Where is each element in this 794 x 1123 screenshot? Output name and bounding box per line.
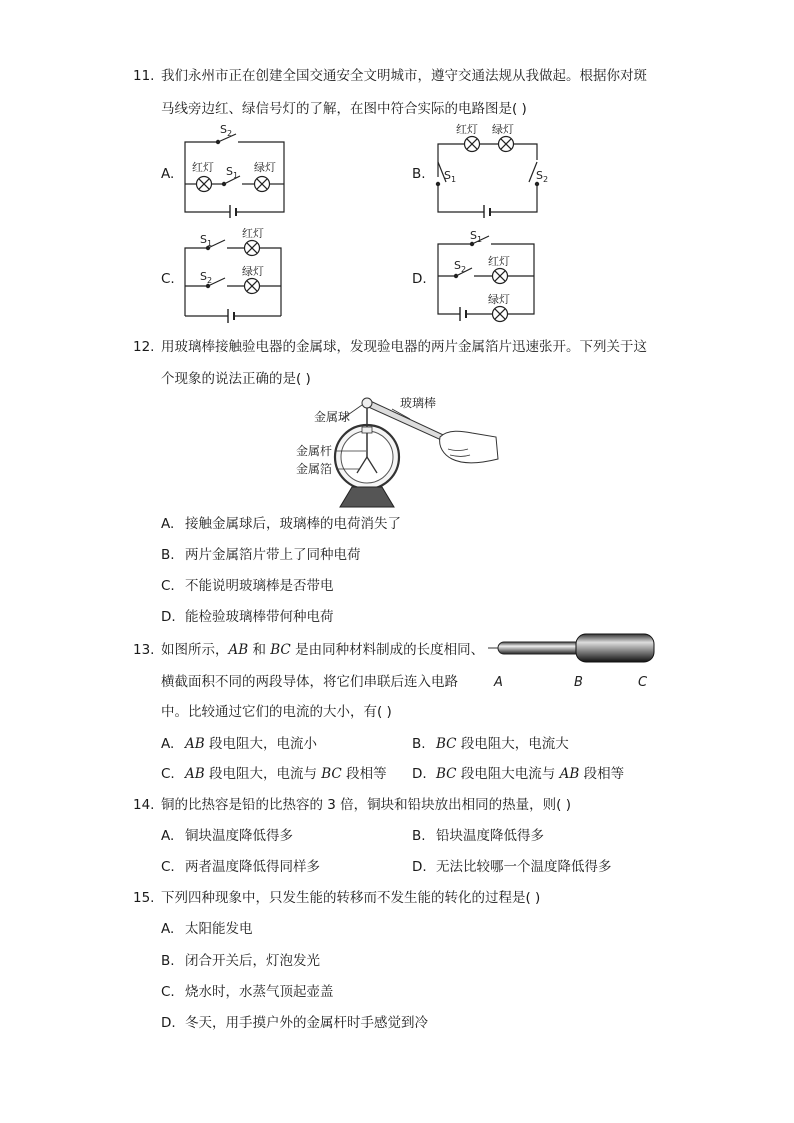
switch-s1-label: $S_1$ <box>470 229 483 244</box>
option-label: A. <box>161 516 175 532</box>
option-label: B. <box>161 953 175 969</box>
switch-s2-label: $S_2$ <box>454 259 467 274</box>
option-label: D. <box>161 609 176 625</box>
switch-s2-label: $S_2$ <box>536 169 549 184</box>
switch-s1-label: $S_1$ <box>226 165 239 180</box>
option-text: 不能说明玻璃棒是否带电 <box>185 578 334 594</box>
question-text: 中。比较通过它们的电流的大小，有( ) <box>161 704 392 720</box>
green-lamp-label: 绿灯 <box>242 265 264 278</box>
question-text: 如图所示，AB 和 BC 是由同种材料制成的长度相同、 <box>161 642 485 658</box>
switch-s2-label: $S_2$ <box>220 123 233 138</box>
option-a[interactable] <box>161 515 401 533</box>
option-label: B. <box>161 547 175 563</box>
red-lamp-label: 红灯 <box>192 161 214 174</box>
option-c[interactable] <box>161 983 334 1001</box>
option-d[interactable] <box>161 1014 428 1032</box>
green-lamp-label: 绿灯 <box>254 161 276 174</box>
option-label-c: C. <box>161 271 175 287</box>
circuit-diagram-d <box>432 228 544 328</box>
option-label: C. <box>161 766 175 782</box>
option-d[interactable] <box>161 608 334 626</box>
option-label: B. <box>412 736 426 752</box>
option-label: D. <box>161 1015 176 1031</box>
question-text: 用玻璃棒接触验电器的金属球，发现验电器的两片金属箔片迅速张开。下列关于这 <box>161 339 647 355</box>
circuit-diagram-b <box>432 122 554 218</box>
option-text: 能检验玻璃棒带何种电荷 <box>185 609 334 625</box>
hand-drawing <box>440 431 498 463</box>
option-label: D. <box>412 859 427 875</box>
switch-s1-label: $S_1$ <box>444 169 457 184</box>
option-b[interactable] <box>161 952 320 970</box>
option-label: D. <box>412 766 427 782</box>
question-number: 13. <box>133 642 155 658</box>
option-label: C. <box>161 578 175 594</box>
option-d[interactable]: D. BC 段电阻大电流与 AB 段相等 <box>412 766 625 782</box>
metal-foil-label: 金属箔 <box>296 462 333 476</box>
option-text: 两片金属箔片带上了同种电荷 <box>185 547 361 563</box>
option-text: 段电阻大，电流与 <box>208 766 317 782</box>
option-text: 冬天，用手摸户外的金属杆时手感觉到冷 <box>185 1015 428 1031</box>
green-lamp-label: 绿灯 <box>488 293 510 306</box>
option-label: A. <box>161 828 175 844</box>
glass-rod-label: 玻璃棒 <box>400 396 437 410</box>
question-text: 个现象的说法正确的是( ) <box>161 371 311 387</box>
metal-ball-label: 金属球 <box>314 410 351 424</box>
option-text: 接触金属球后，玻璃棒的电荷消失了 <box>185 516 401 532</box>
conductor-figure <box>486 630 662 692</box>
circuit-diagram-c <box>180 228 288 328</box>
option-label: C. <box>161 859 175 875</box>
question-number: 15. <box>133 890 155 906</box>
red-lamp-label: 红灯 <box>456 123 478 136</box>
point-b-label: B <box>574 675 583 690</box>
question-text: 横截面积不同的两段导体，将它们串联后连入电路 <box>161 674 458 690</box>
metal-stem-label: 金属杆 <box>296 444 333 458</box>
question-number: 12. <box>133 339 155 355</box>
question-number: 11. <box>133 68 155 84</box>
option-c[interactable] <box>161 577 334 595</box>
red-lamp-label: 红灯 <box>488 255 510 268</box>
point-c-label: C <box>638 675 648 690</box>
option-b[interactable]: B. BC 段电阻大，电流大 <box>412 736 569 752</box>
question-text: 马线旁边红、绿信号灯的了解，在图中符合实际的电路图是( ) <box>161 101 527 117</box>
option-text: 段电阻大，电流大 <box>460 736 569 752</box>
point-a-label: A <box>494 675 503 690</box>
option-text: 闭合开关后，灯泡发光 <box>185 953 320 969</box>
option-a[interactable] <box>161 920 253 938</box>
option-text: 无法比较哪一个温度降低得多 <box>436 859 612 875</box>
option-label-b: B. <box>412 166 426 182</box>
option-text: 铜块温度降低得多 <box>185 828 293 844</box>
option-d[interactable] <box>412 858 612 876</box>
circuit-diagram-a <box>180 122 292 218</box>
conductor-ab <box>498 642 582 654</box>
option-label: B. <box>412 828 426 844</box>
question-number: 14. <box>133 797 155 813</box>
option-label: A. <box>161 736 175 752</box>
option-b[interactable] <box>412 827 544 845</box>
option-text: 两者温度降低得同样多 <box>185 859 320 875</box>
red-lamp-label: 红灯 <box>242 228 264 240</box>
question-text: 下列四种现象中，只发生能的转移而不发生能的转化的过程是( ) <box>161 890 541 906</box>
option-text: 段电阻大，电流小 <box>208 736 317 752</box>
option-b[interactable] <box>161 546 361 564</box>
option-c[interactable]: C. AB 段电阻大，电流与 BC 段相等 <box>161 766 387 782</box>
conductor-bc <box>576 634 654 662</box>
switch-s1-label: $S_1$ <box>200 233 213 248</box>
question-text: 铜的比热容是铅的比热容的 3 倍，铜块和铅块放出相同的热量，则( ) <box>161 797 571 813</box>
option-label: A. <box>161 921 175 937</box>
metal-ball-drawing <box>362 398 372 408</box>
option-a[interactable] <box>161 827 293 845</box>
option-text: 段电阻大电流与 <box>460 766 556 782</box>
option-text: 太阳能发电 <box>185 921 253 937</box>
option-text: 烧水时，水蒸气顶起壶盖 <box>185 984 334 1000</box>
option-label-d: D. <box>412 271 427 287</box>
option-c[interactable] <box>161 858 320 876</box>
option-text: 铅块温度降低得多 <box>436 828 544 844</box>
electroscope-figure <box>292 393 504 511</box>
green-lamp-label: 绿灯 <box>492 123 514 136</box>
option-label-a: A. <box>161 166 175 182</box>
option-a[interactable]: A. AB 段电阻大，电流小 <box>161 736 317 752</box>
option-label: C. <box>161 984 175 1000</box>
switch-s2-label: $S_2$ <box>200 270 213 285</box>
question-text: 我们永州市正在创建全国交通安全文明城市，遵守交通法规从我做起。根据你对斑 <box>161 68 647 84</box>
